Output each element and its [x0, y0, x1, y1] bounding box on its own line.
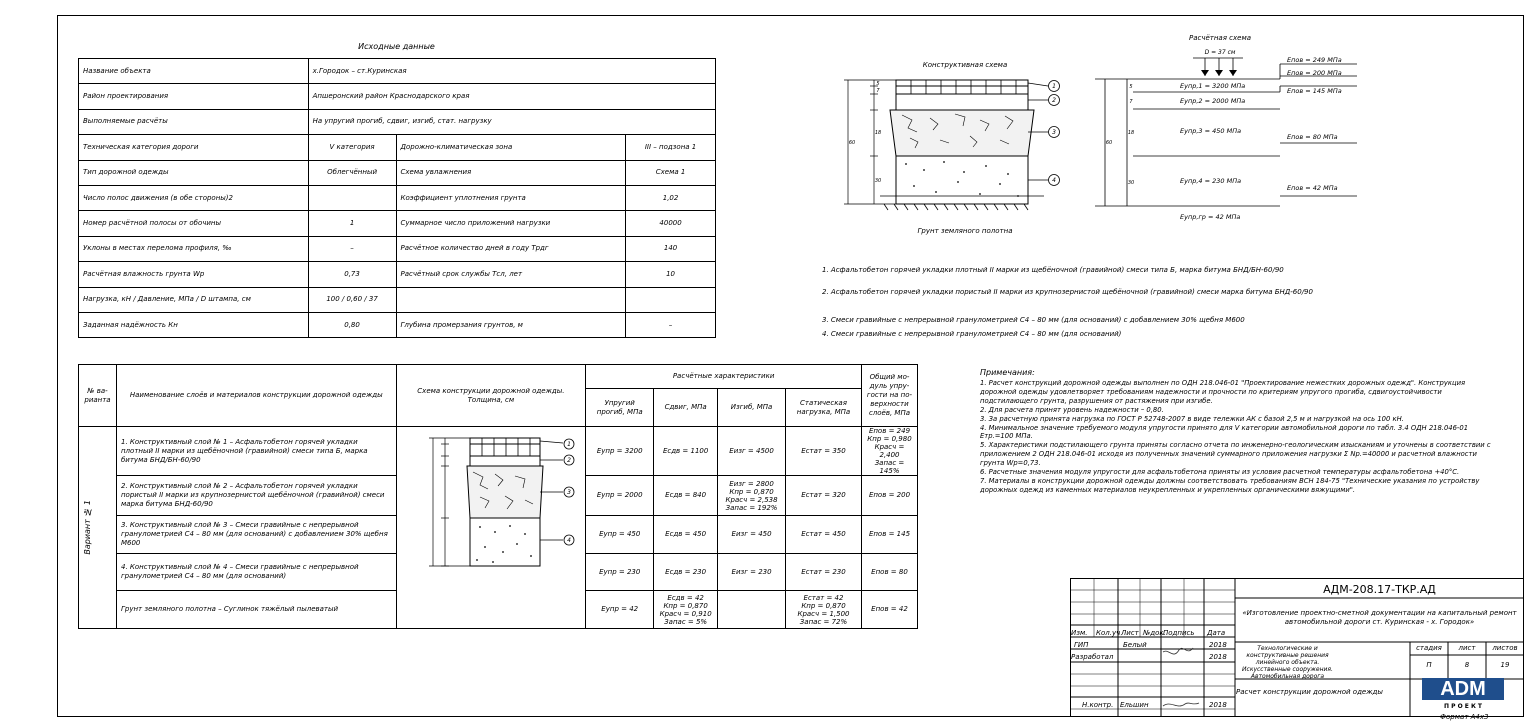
t2-b: Еизг = 450	[718, 516, 786, 554]
t2-e: Еупр = 450	[586, 516, 654, 554]
scheme-marker-4: 4	[1052, 177, 1056, 184]
note-7: 7. Материалы в конструкции дорожной одежды должны соответствовать требованиям ВСН 184-75 "Технические указания по устройству дорожных одежд из каменных материалов неукрепленных и укрепленных органическими вяжущими".	[980, 476, 1480, 494]
t1-cell-c2	[308, 185, 396, 210]
logo-sub: П Р О Е К Т	[1443, 703, 1483, 710]
t2-s-line: Запас = 5%	[664, 617, 708, 626]
epov-3: Епов = 145 МПа	[1287, 87, 1342, 95]
t1-cell-c1: Номер расчётной полосы от обочины	[79, 211, 309, 236]
stamp-dev-role: Разработал	[1071, 653, 1114, 661]
t2-st-line: Запас = 72%	[799, 617, 848, 626]
h-scheme: Схема конструкции дорожной одежды. Толщина, см	[396, 365, 586, 427]
t2-b: Еизг = 4500	[718, 427, 786, 476]
t2-s-line: Красч = 0,910	[659, 609, 712, 618]
h-sub-3: Статическая нагрузка, МПа	[786, 389, 862, 427]
dim-5: 5	[876, 81, 880, 87]
t2-s-line: Кпр = 0,870	[663, 601, 708, 610]
t2-t: Епов = 200	[861, 476, 917, 516]
scheme1-title: Конструктивная схема	[922, 61, 1008, 69]
layer-name: 4. Конструктивный слой № 4 – Смеси гравийные с непрерывной гранулометрией С4 – 80 мм (для оснований)	[116, 554, 396, 591]
t1-cell-c2: Облегчённый	[308, 160, 396, 185]
cs-dim-30: 30	[1127, 180, 1135, 186]
t1-value: Апшеронский район Краснодарского края	[308, 84, 715, 109]
stamp-sheets-h: листов	[1492, 644, 1518, 652]
note-2: 2. Для расчета принят уровень надежности – 0,80.	[980, 405, 1164, 414]
cs-dim-7: 7	[1129, 99, 1133, 105]
t1-cell-c1: Заданная надёжность Кн	[79, 312, 309, 337]
t1-cell-c3: Расчётный срок службы Тсл, лет	[396, 262, 626, 287]
stamp-gip-name: Белый	[1123, 641, 1147, 649]
logo-text: ADM	[1440, 678, 1486, 700]
t1-cell-c4: Схема 1	[626, 160, 716, 185]
notes-body	[980, 379, 1492, 495]
t1-cell-c1: Тип дорожной одежды	[79, 160, 309, 185]
h-sub-1: Сдвиг, МПа	[654, 389, 718, 427]
t2-s: Есдв = 1100	[654, 427, 718, 476]
t1-cell-c4: 10	[626, 262, 716, 287]
legend-1: 1. Асфальтобетон горячей укладки плотный II марки из щебёночной (гравийной) смеси типа Б, марка битума БНД/БН-60/90	[822, 266, 1284, 274]
table1-row	[79, 84, 716, 109]
cs-dim-60: 60	[1105, 140, 1113, 146]
note-4: 4. Минимальное значение требуемого модуля упругости принято для V категории автомобильной дороги по табл. 3.4 ОДН 218.046-01 Етр.=100 МПа.	[980, 423, 1469, 441]
cs-dim-5: 5	[1129, 84, 1133, 90]
t1-cell-c2: 0,73	[308, 262, 396, 287]
t1-cell-c3	[396, 287, 626, 312]
h-sub-2: Изгиб, МПа	[718, 389, 786, 427]
scheme-marker-1: 1	[1052, 83, 1056, 90]
stamp-nk-role: Н.контр.	[1082, 701, 1114, 709]
t1-value: На упругий прогиб, сдвиг, изгиб, стат. нагрузку	[308, 109, 715, 134]
t2-s: Есдв = 450	[654, 516, 718, 554]
stamp-section: Технологические и конструктивные решения линейного объекта. Искусственные сооружения. Автомобильная дорога	[1242, 645, 1333, 680]
stamp-gip-date: 2018	[1209, 641, 1227, 649]
t1-cell-c2: 100 / 0,60 / 37	[308, 287, 396, 312]
stamp-col-3: №док.	[1143, 629, 1166, 637]
eupr-3: Еупр,3 = 450 МПа	[1180, 127, 1242, 135]
t1-cell-c4: 40000	[626, 211, 716, 236]
tscheme-marker-1: 1	[567, 441, 571, 448]
tscheme-marker-4: 4	[567, 537, 571, 544]
t2-s: Есдв = 840	[654, 476, 718, 516]
t2-st-line: Красч = 1,500	[797, 609, 850, 618]
layer-name: 3. Конструктивный слой № 3 – Смеси гравийные с непрерывной гранулометрией С4 – 80 мм (для оснований) с добавлением 30% щебня М600	[116, 516, 396, 554]
t2-st: Естат = 450	[786, 516, 862, 554]
stamp-nk-date: 2018	[1209, 701, 1227, 709]
t1-cell-c4: 1,02	[626, 185, 716, 210]
t1-cell-c1: Нагрузка, кН / Давление, МПа / D штампа, см	[79, 287, 309, 312]
note-5: 5. Характеристики подстилающего грунта приняты согласно отчета по инженерно-геологическим изысканиям и уточнены в соответствии с приложением 2 ОДН 218.046-01 исходя из полученных значений суммарного приложения нагрузки Σ Nр.=40000 и расчетной влажности грунта Wр=0,73.	[980, 441, 1491, 468]
layer-name: 1. Конструктивный слой № 1 – Асфальтобетон горячей укладки плотный II марки из щебёночной (гравийной) смеси типа Б, марка битума БНД/БН-60/90	[116, 427, 396, 476]
stamp-gip-role: ГИП	[1074, 641, 1089, 649]
t2-e: Еупр = 230	[586, 554, 654, 591]
epov-4: Епов = 80 МПа	[1287, 133, 1338, 141]
cs-dim-18: 18	[1127, 130, 1135, 136]
variant-label: Вариант № 1	[83, 500, 92, 555]
table1-row	[79, 312, 716, 337]
t1-cell-c3: Схема увлажнения	[396, 160, 626, 185]
t2-b	[718, 476, 786, 516]
t1-cell-c3: Суммарное число приложений нагрузки	[396, 211, 626, 236]
table1-row	[79, 236, 716, 261]
epov-1: Епов = 249 МПа	[1287, 56, 1342, 64]
t2-t-line: Кпр = 0,980	[867, 435, 912, 443]
t1-cell-c2: 1	[308, 211, 396, 236]
t1-cell-c4: III – подзона 1	[626, 135, 716, 160]
variant-cell	[79, 427, 117, 629]
table1-row	[79, 160, 716, 185]
t2-s	[654, 591, 718, 629]
t2-st	[786, 591, 862, 629]
scheme2-d: D = 37 см	[1204, 49, 1236, 56]
t2-t-line: Красч = 2,400	[874, 443, 905, 459]
t1-cell-c3: Расчётное количество дней в году Трдг	[396, 236, 626, 261]
stamp-project: «Изготовление проектно-сметной документации на капитальный ремонт автомобильной дороги ст. Куринская - х. Городок»	[1242, 609, 1517, 626]
stamp-sheet-h: лист	[1458, 644, 1476, 652]
table-scheme-svg	[405, 432, 585, 612]
t2-t: Епов = 42	[861, 591, 917, 629]
t1-cell-c1: Число полос движения (в обе стороны)2	[79, 185, 309, 210]
stamp-sheets: 19	[1500, 661, 1510, 669]
t1-cell-c2: V категория	[308, 135, 396, 160]
source-data-table	[78, 58, 716, 338]
t1-cell-c4: 140	[626, 236, 716, 261]
scheme-marker-2: 2	[1052, 97, 1056, 104]
dim-7: 7	[876, 88, 880, 94]
note-3: 3. За расчетную принята нагрузка по ГОСТ Р 52748-2007 в виде тележки АК с базой 2,5 м и нагрузкой на ось 100 кН.	[980, 414, 1404, 423]
t2-t: Епов = 145	[861, 516, 917, 554]
t1-cell-c1: Техническая категория дороги	[79, 135, 309, 160]
dim-60: 60	[848, 140, 856, 146]
eupr-gr: Еупр,гр = 42 МПа	[1180, 213, 1241, 221]
format-label: Формат А4х3	[1440, 713, 1489, 721]
t2-t-line: Епов = 249	[868, 427, 911, 435]
t2-st: Естат = 230	[786, 554, 862, 591]
table1-row	[79, 59, 716, 84]
stamp-col-5: Дата	[1207, 629, 1226, 637]
t1-label: Выполняемые расчёты	[79, 109, 309, 134]
tscheme-marker-3: 3	[567, 489, 571, 496]
stamp-col-1: Кол.уч	[1096, 629, 1121, 637]
t2-b-line: Красч = 2,538	[725, 495, 778, 504]
dim-18: 18	[874, 130, 882, 136]
t2-t: Епов = 80	[861, 554, 917, 591]
t1-value: х.Городок – ст.Куринская	[308, 59, 715, 84]
stamp-sheet: 8	[1464, 661, 1470, 669]
eupr-4: Еупр,4 = 230 МПа	[1180, 177, 1242, 185]
t2-st-line: Кпр = 0,870	[801, 601, 846, 610]
t2-b: Еизг = 230	[718, 554, 786, 591]
layer-name: 2. Конструктивный слой № 2 – Асфальтобетон горячей укладки пористый II марки из крупнозернистой щебёночной (гравийной) смеси марка битума БНД-60/90	[116, 476, 396, 516]
table1-row	[79, 185, 716, 210]
soil-label: Грунт земляного полотна	[917, 227, 1013, 235]
t2-b	[718, 591, 786, 629]
legend-4: 4. Смеси гравийные с непрерывной гранулометрией С4 – 80 мм (для оснований)	[822, 330, 1122, 338]
h-sub-0: Упругий прогиб, МПа	[586, 389, 654, 427]
legend-3: 3. Смеси гравийные с непрерывной гранулометрией С4 – 80 мм (для оснований) с добавлением 30% щебня М600	[822, 316, 1245, 324]
logo	[1422, 678, 1504, 700]
table1-caption: Исходные данные	[358, 42, 435, 51]
stamp-col-2: Лист	[1121, 629, 1139, 637]
table1-row	[79, 211, 716, 236]
scheme2-title: Расчётная схема	[1188, 34, 1252, 42]
table1-row	[79, 135, 716, 160]
h-total: Общий мо- дуль упру- гости на по- верхности слоёв, МПа	[861, 365, 917, 427]
table1-row	[79, 109, 716, 134]
stamp-stage: П	[1426, 661, 1432, 669]
t2-b-line: Кпр = 0,870	[729, 487, 774, 496]
t1-cell-c3: Коэффициент уплотнения грунта	[396, 185, 626, 210]
note-1: 1. Расчет конструкций дорожной одежды выполнен по ОДН 218.046-01 "Проектирование нежестких дорожных одежд". Конструкция дорожной одежды удовлетворяет требованиям надежности и прочности по критериям упругого прогиба, сдвигоустойчивости подстилающего грунта, разрушения от растяжения при изгибе.	[980, 379, 1466, 405]
t1-cell-c4: –	[626, 312, 716, 337]
notes-title: Примечания:	[980, 368, 1035, 377]
construct-scheme-svg	[840, 70, 1080, 220]
t1-label: Район проектирования	[79, 84, 309, 109]
stamp-col-4: Подпись	[1163, 629, 1195, 637]
legend-2: 2. Асфальтобетон горячей укладки пористый II марки из крупнозернистой щебёночной (гравийной) смеси марка битума БНД-60/90	[822, 288, 1313, 296]
epov-5: Епов = 42 МПа	[1287, 184, 1338, 192]
t1-cell-c2: –	[308, 236, 396, 261]
t2-st-line: Естат = 42	[803, 593, 844, 602]
layer-name: Грунт земляного полотна – Суглинок тяжёлый пылеватый	[116, 591, 396, 629]
t2-t-line: Запас = 145%	[874, 459, 905, 475]
epov-2: Епов = 200 МПа	[1287, 69, 1342, 77]
t1-cell-c3: Дорожно-климатическая зона	[396, 135, 626, 160]
t2-e: Еупр = 42	[586, 591, 654, 629]
stamp-doc-title: Расчет конструкции дорожной одежды	[1236, 688, 1383, 696]
t1-cell-c2: 0,80	[308, 312, 396, 337]
t2-t	[861, 427, 917, 476]
t2-b-line: Запас = 192%	[725, 503, 778, 512]
h-name: Наименование слоёв и материалов конструкции дорожной одежды	[116, 365, 396, 427]
t2-st: Естат = 320	[786, 476, 862, 516]
t1-cell-c3: Глубина промерзания грунтов, м	[396, 312, 626, 337]
eupr-2: Еупр,2 = 2000 МПа	[1180, 97, 1246, 105]
table1-row	[79, 262, 716, 287]
h-calc: Расчётные характеристики	[586, 365, 862, 389]
tscheme-marker-2: 2	[567, 457, 571, 464]
h-variant: № ва- рианта	[79, 365, 117, 427]
t1-label: Название объекта	[79, 59, 309, 84]
eupr-1: Еупр,1 = 3200 МПа	[1180, 82, 1246, 90]
t2-e: Еупр = 2000	[586, 476, 654, 516]
t1-cell-c1: Уклоны в местах перелома профиля, ‰	[79, 236, 309, 261]
dim-30: 30	[874, 178, 882, 184]
stamp-stage-h: стадия	[1416, 644, 1442, 652]
note-6: 6. Расчетные значения модуля упругости для асфальтобетона приняты из условия расчетной температуры асфальтобетона +40°С.	[980, 468, 1460, 477]
t2-e: Еупр = 3200	[586, 427, 654, 476]
t2-st: Естат = 350	[786, 427, 862, 476]
table1-row	[79, 287, 716, 312]
t2-b-line: Еизг = 2800	[729, 479, 774, 488]
stamp-code: АДМ-208.17-ТКР.АД	[1323, 583, 1436, 596]
stamp-dev-date: 2018	[1209, 653, 1227, 661]
stamp-nk-name: Ельшин	[1120, 701, 1149, 709]
stamp-col-0: Изм.	[1071, 629, 1088, 637]
scheme-marker-3: 3	[1052, 129, 1056, 136]
t1-cell-c1: Расчётная влажность грунта Wр	[79, 262, 309, 287]
t2-s: Есдв = 230	[654, 554, 718, 591]
t1-cell-c4	[626, 287, 716, 312]
t2-s-line: Есдв = 42	[667, 593, 704, 602]
